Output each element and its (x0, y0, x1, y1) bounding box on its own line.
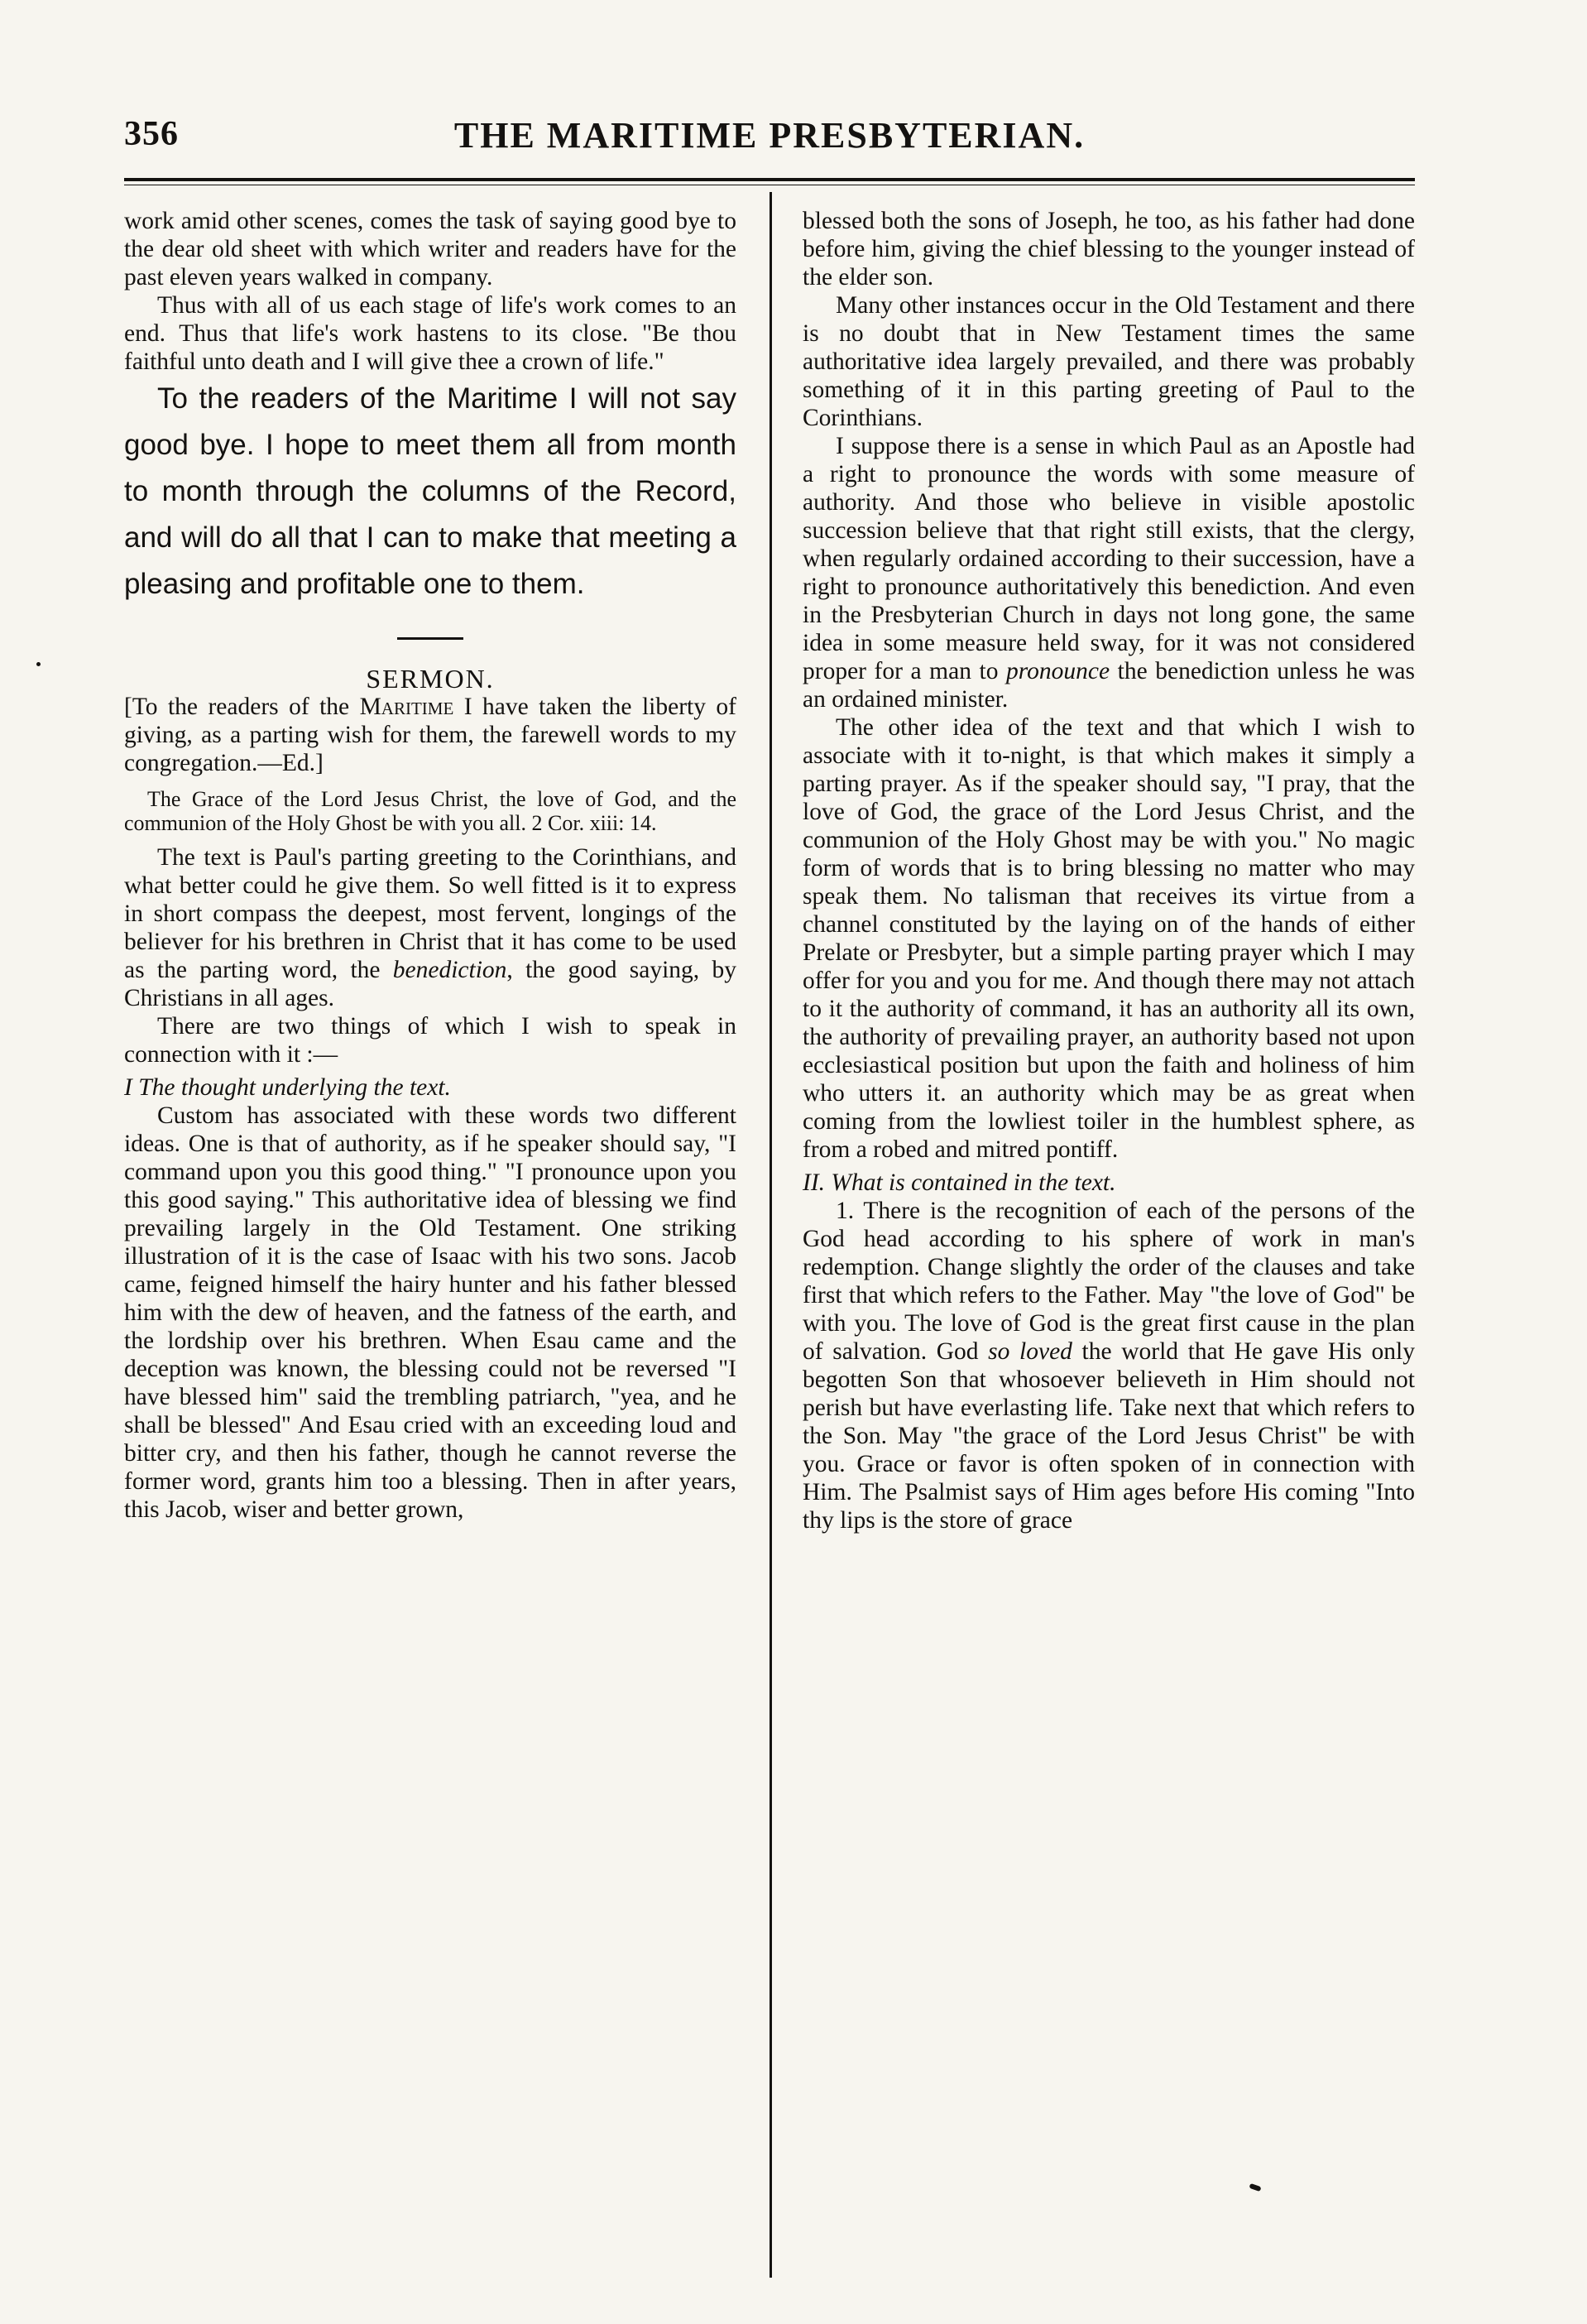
left-column (124, 207, 736, 1524)
paragraph: Many other instances occur in the Old Testament and there is no doubt that in New Testament times the same authoritative idea largely prevailed, and there was probably something of it in this parting greeting of Paul to the Corinthians. (803, 292, 1415, 431)
subheading: I The thought underlying the text. (124, 1074, 451, 1101)
scripture-text: The Grace of the Lord Jesus Christ, the love of God, and the communion of the Holy Ghost be with you all. 2 Cor. xiii: 14. (124, 787, 736, 835)
ink-speck (36, 662, 41, 666)
paragraph: work amid other scenes, comes the task of saying good bye to the dear old sheet with which writer and readers have for the past eleven years walked in company. (124, 208, 736, 290)
page-number: 356 (124, 115, 179, 153)
editor-note: [To the readers of the Maritime I have taken the liberty of giving, as a parting wish for them, the farewell words to my congregation.—Ed.] (124, 694, 736, 776)
page-header (124, 99, 1415, 166)
paragraph: The other idea of the text and that which I wish to associate with it to-night, is that which makes it simply a parting prayer. As if the speaker should say, "I pray, that the love of God, the grace of the Lord Jesus Christ, and the communion of the Holy Ghost may be with you." No magic form of words that is to bring blessing no matter who may speak them. No talisman that receives its virtue from a channel constituted by the laying on of the hands of either Prelate or Presbyter, but a simple parting prayer which I may offer for you and you for me. And though there may not attach to it the authority of command, it has an authority all its own, the authority of prevailing prayer, an authority based not upon ecclesiastical position but upon the faith and holiness of him who utters it. an authority which may be as great when coming from the lowliest toiler in the humblest sphere, as from a robed and mitred pontiff. (803, 714, 1415, 1163)
paragraph: Custom has associated with these words two different ideas. One is that of authority, as if he speaker should say, "I command upon you this good thing." "I pronounce upon you this good saying." This authoritative idea of blessing we find prevailing largely in the Old Testament. One striking illustration of it is the case of Isaac with his two sons. Jacob came, feigned himself the hairy hunter and his father blessed him with the dew of heaven, and the fatness of the earth, and the lordship over his brethren. When Esau came and the deception was known, the blessing could not be reversed "I have blessed him" said the trembling patriarch, "yea, and he shall be blessed" And Esau cried with an exceeding loud and bitter cry, and then his father, though he cannot reverse the former word, grants him too a blessing. Then in after years, this Jacob, wiser and better grown, (124, 1102, 736, 1523)
paragraph: Thus with all of us each stage of life's work comes to an end. Thus that life's work hastens to its close. "Be thou faithful unto death and I will give thee a crown of life." (124, 292, 736, 375)
paragraph: There are two things of which I wish to speak in connection with it :— (124, 1013, 736, 1068)
running-title: THE MARITIME PRESBYTERIAN. (453, 115, 1086, 156)
farewell-notice: To the readers of the Maritime I will not say good bye. I hope to meet them all from month to month through the columns of the Record, and will do all that I can to make that meeting a pleasing and profitable one to them. (124, 382, 736, 600)
column-divider (770, 192, 772, 2278)
header-rule (124, 178, 1415, 181)
subheading: II. What is contained in the text. (803, 1169, 1116, 1196)
sermon-heading: SERMON. (366, 664, 495, 694)
section-rule (397, 637, 463, 640)
paragraph: blessed both the sons of Joseph, he too, as his father had done before him, giving the chief blessing to the younger instead of the elder son. (803, 208, 1415, 290)
page (124, 99, 1415, 2284)
paragraph: I suppose there is a sense in which Paul as an Apostle had a right to pronounce the words with some measure of authority. And those who believe in visible apostolic succession believe that that right still exists, that the clergy, when regularly ordained according to their succession, have a right to pronounce authoritatively this benediction. And even in the Presbyterian Church in days not long gone, the same idea in some measure held sway, for it was not considered proper for a man to pronounce the benediction unless he was an ordained minister. (803, 433, 1415, 713)
paragraph: The text is Paul's parting greeting to the Corinthians, and what better could he give them. So well fitted is it to express in short compass the deepest, most fervent, longings of the believer for his brethren in Christ that it has come to be used as the parting word, the benediction, the good saying, by Christians in all ages. (124, 844, 736, 1011)
paragraph: 1. There is the recognition of each of the persons of the God head according to his sphere of work in man's redemption. Change slightly the order of the clauses and take first that which refers to the Father. May "the love of God" be with you. The love of God is the great first cause in the plan of salvation. God so loved the world that He gave His only begotten Son that whosoever believeth in Him should not perish but have everlasting life. Take next that which refers to the Son. May "the grace of the Lord Jesus Christ" be with you. Grace or favor is often spoken of in connection with Him. The Psalmist says of Him ages before His coming "Into thy lips is the store of grace (803, 1198, 1415, 1534)
right-column (803, 207, 1415, 1534)
